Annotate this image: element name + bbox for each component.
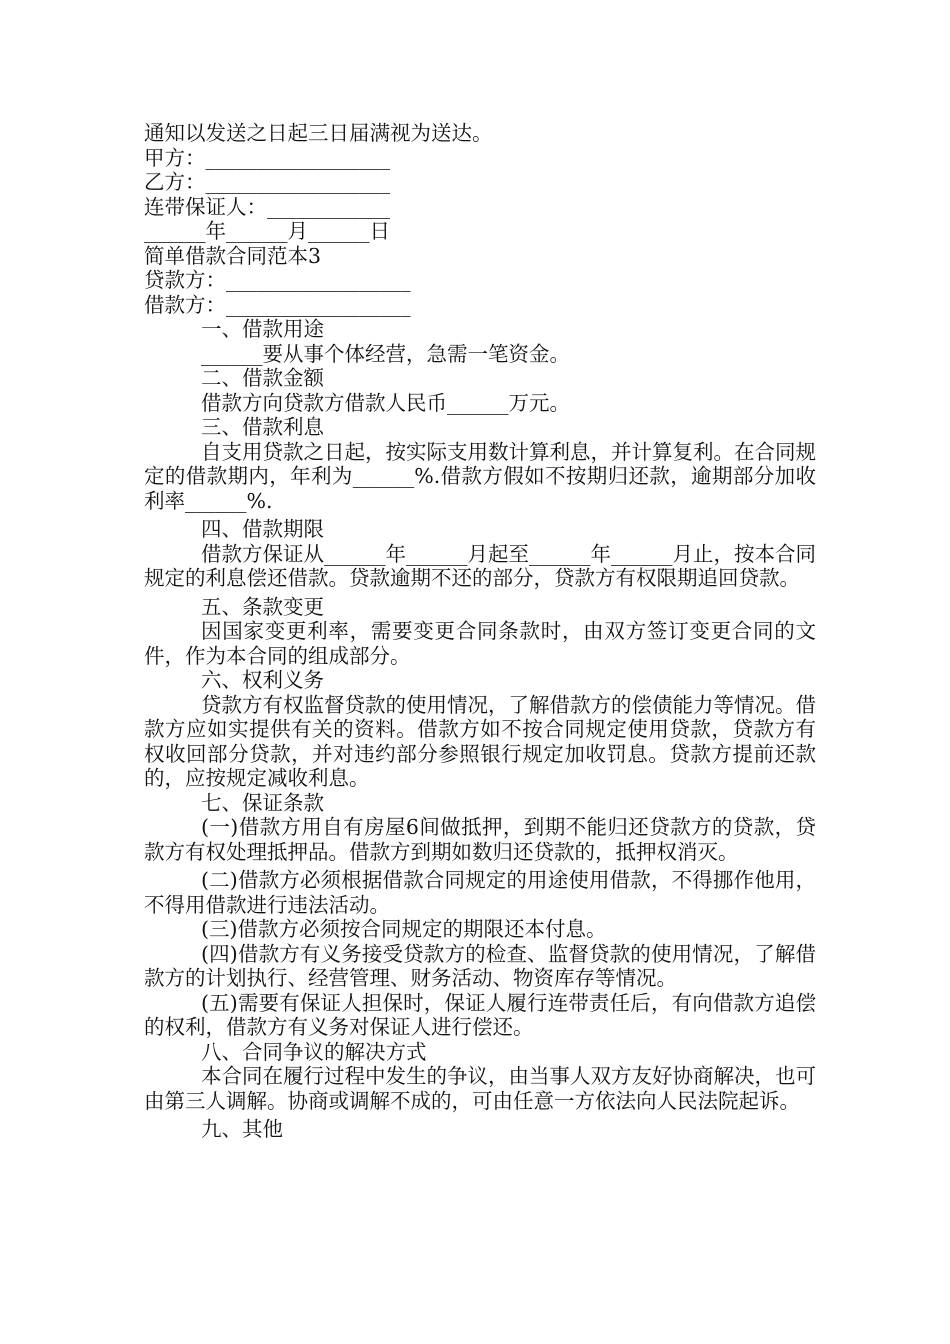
- paragraph-guarantee-2: (二)借款方必须根据借款合同规定的用途使用借款，不得挪作他用，不得用借款进行违法活动。: [144, 868, 816, 917]
- document-body: [144, 121, 816, 1142]
- heading-loan-purpose: 一、借款用途: [201, 317, 324, 341]
- heading-dispute-resolution: 八、合同争议的解决方式: [201, 1039, 427, 1064]
- paragraph-clause-change: 因国家变更利率，需要变更合同条款时，由双方签订变更合同的文件，作为本合同的组成部分。: [144, 619, 816, 668]
- paragraph-loan-interest: 自支用贷款之日起，按实际支用数计算利息，并计算复利。在合同规定的借款期内，年利为______%.借款方假如不按期归还款，逾期部分加收利率______%.: [144, 439, 816, 513]
- heading-loan-term: 四、借款期限: [201, 517, 324, 541]
- paragraph-loan-amount: 借款方向贷款方借款人民币______万元。: [201, 390, 570, 415]
- heading-loan-interest: 三、借款利息: [201, 415, 324, 439]
- heading-other: 九、其他: [201, 1117, 283, 1141]
- paragraph-delivery-notice: 通知以发送之日起三日届满视为送达。: [144, 121, 493, 145]
- heading-guarantee-clause: 七、保证条款: [201, 790, 324, 815]
- paragraph-dispute-resolution: 本合同在履行过程中发生的争议，由当事人双方友好协商解决，也可由第三人调解。协商或调解不成的，可由任意一方依法向人民法院起诉。: [144, 1064, 816, 1113]
- heading-clause-change: 五、条款变更: [201, 594, 324, 619]
- paragraph-guarantee-1: (一)借款方用自有房屋6间做抵押，到期不能归还贷款方的贷款，贷款方有权处理抵押品。借款方到期如数归还贷款的，抵押权消灭。: [144, 815, 816, 864]
- heading-loan-amount: 二、借款金额: [201, 366, 324, 390]
- borrower-field: 借款方：__________________: [144, 292, 411, 317]
- signature-party-b: 乙方：__________________: [144, 170, 390, 194]
- lender-field: 贷款方：__________________: [144, 268, 411, 292]
- signature-date: ______年______月______日: [144, 219, 390, 243]
- signature-guarantor: 连带保证人：____________: [144, 194, 390, 219]
- paragraph-loan-term: 借款方保证从______年______月起至______年______月止，按本合同规定的利息偿还借款。贷款逾期不还的部分，贷款方有权限期追回贷款。: [144, 541, 816, 590]
- paragraph-guarantee-4: (四)借款方有义务接受贷款方的检查、监督贷款的使用情况，了解借款方的计划执行、经营管理、财务活动、物资库存等情况。: [144, 941, 816, 990]
- heading-rights-obligations: 六、权利义务: [201, 668, 324, 692]
- section-title: 简单借款合同范本3: [144, 243, 322, 268]
- paragraph-guarantee-5: (五)需要有保证人担保时，保证人履行连带责任后，有向借款方追偿的权利，借款方有义务对保证人进行偿还。: [144, 990, 816, 1039]
- signature-party-a: 甲方：__________________: [144, 145, 390, 170]
- paragraph-rights-obligations: 贷款方有权监督贷款的使用情况，了解借款方的偿债能力等情况。借款方应如实提供有关的资料。借款方如不按合同规定使用贷款，贷款方有权收回部分贷款，并对违约部分参照银行规定加收罚息。贷款方提前还款的，应按规定减收利息。: [144, 692, 816, 790]
- paragraph-loan-purpose: ______要从事个体经营，急需一笔资金。: [201, 341, 570, 366]
- paragraph-guarantee-3: (三)借款方必须按合同规定的期限还本付息。: [201, 917, 607, 941]
